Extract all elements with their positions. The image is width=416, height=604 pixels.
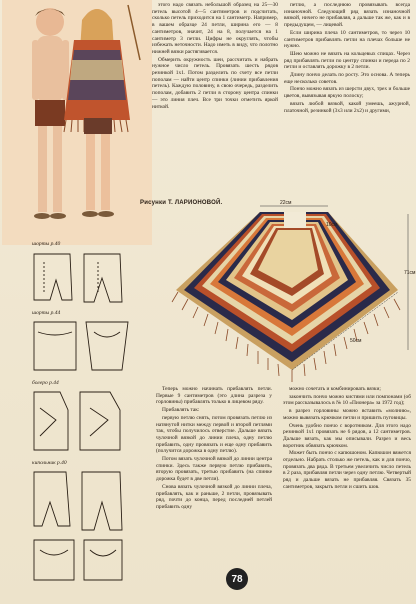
paragraph: петлю, а последнюю провязывать всегда изнаночной. Следующий ряд вязать изнаночной вязкой, ничего не прибавляя, а дальше так же, как и в предыдущем, — лицевой. [284, 2, 410, 29]
children-illustration [2, 0, 152, 245]
paragraph: в разрез горловины можно вставить «молнию», можно вывязать крючком петли и пришить пуговицы. [283, 408, 411, 421]
text-column-3 [156, 386, 272, 512]
text-column-1 [152, 2, 278, 111]
paragraph: Может быть пончо с капюшоном. Капюшон вяжется отдельно. Набрать столько же петель, как и для пончо, провязать два ряда. В третьем увеличить число петель в 2 раза, прибавляя петли через одну петлю. Четвертый ряд и дальше вязать не прибавляя. Связать 35 сантиметров, закрыть петли и сшить шов. [283, 450, 411, 490]
paragraph: вязать любой вязкой, какой умеешь, ажурной, платочной, резинкой (3х3 или 2х2) и другими, [284, 100, 410, 114]
poncho-diagram [168, 200, 416, 385]
paragraph: Прибавлять так: [162, 407, 200, 414]
paragraph: первую петлю снять, потом провязать петлю из натянутой нитки между первой и второй петлями так, чтобы получилось отверстие. Дальше вязать чулочной вязкой до линии плеча, одну петлю прибавить, одну провязать и еще одну прибавить (получится дорожка в одну петлю). [156, 414, 272, 455]
paragraph: Шею можно не вязать на кольцевых спицах. Через ряд прибавлять петли по центру спинки и переда по 2 петли и оставлять дорожку в 2 петли. [284, 50, 410, 71]
paragraph: Пончо можно вязать из шерсти двух, трех и больше цветов, вывязывая яркую полоску; [284, 86, 410, 100]
paragraph: Потом вязать чулочной вязкой до линии центра спинки. Здесь также первую петлю прибавить, вторую провязать, третью прибавить (на спинке дорожка будет в две петли). [156, 456, 272, 483]
children-drawing [2, 0, 152, 245]
paragraph: закончить пончо можно кистями или помпонами (об этом рассказывалось в № 10 «Пионера» за 1972 год); [283, 393, 411, 407]
paragraph: Длину пончо делать по росту. Это основа. А теперь еще несколько советов. [284, 72, 410, 85]
paragraph: Очень удобно пончо с воротником. Для этого надо резинкой 1х1 провязать не 6 рядов, а 12 сантиметров. Дальше вязать, как мы описывали. Разрез и весь воротник обвязать крючком. [283, 422, 411, 449]
pattern-label-bolero: болеро р.44 [32, 380, 59, 386]
paragraph: Теперь можно начинать прибавлять петли. Первые 9 сантиметров (это длина разреза у горловины) прибавлять только в лицевом ряду. [156, 386, 272, 406]
paragraph: можно сочетать и комбинировать вязки; [289, 386, 381, 392]
poncho-drawing [168, 200, 416, 385]
text-column-2 [284, 2, 410, 115]
paragraph: Снова вязать чулочной вязкой до линии плеча, прибавлять, как и раньше, 2 петли, провязывать ряд, почти до конца, перед последней петлей прибавить одну [156, 483, 272, 510]
pattern-drawings [10, 240, 160, 590]
dimension-top: 22см [280, 200, 292, 206]
dimension-side: 71см [404, 270, 416, 276]
paragraph: Обмерить окружность шеи, рассчитать и набрать нужное число петель. Провязать шесть рядов резинкой 1х1. Потом разделить по счету все петли пополам — найти центр спинки (линии прибавления петель). Каждую половину, в свою очередь, разделить пополам, добавить 2 петли в сторону центра спинки — это линия плеч. Все три точки отметить яркой ниткой. [152, 56, 278, 110]
dimension-width: 50см [350, 338, 362, 344]
sewing-patterns [10, 240, 160, 590]
pattern-label-kiper: кипольник р.40 [32, 460, 67, 466]
text-column-4 [283, 386, 411, 492]
paragraph: Если ширина плеча 10 сантиметров, то через 10 сантиметров прибавлять петли на плечах больше не нужно. [284, 29, 410, 50]
dimension-neck: 10см [326, 222, 338, 228]
pattern-label-shirts: шорты р.44 [32, 310, 61, 316]
page-number: 78 [226, 568, 248, 590]
pattern-label-shorts: шорты р.40 [32, 241, 61, 247]
illustration-caption: Рисунки Т. ЛАРИОНОВОЙ. [140, 200, 223, 206]
paragraph: этого надо связать небольшой образец на 25—30 петель высотой 4—5 сантиметров и подсчитать, сколько петель приходится на 1 сантиметр. Например, в вашем образце 24 петли, ширина его — 8 сантиметров, значит, 24 на 8, получается на 1 сантиметр 3 петли. Цифры не округлять, чтобы избежать неточности. Надо иметь в виду, что полотно нижней вязки растягивается. [152, 2, 278, 55]
